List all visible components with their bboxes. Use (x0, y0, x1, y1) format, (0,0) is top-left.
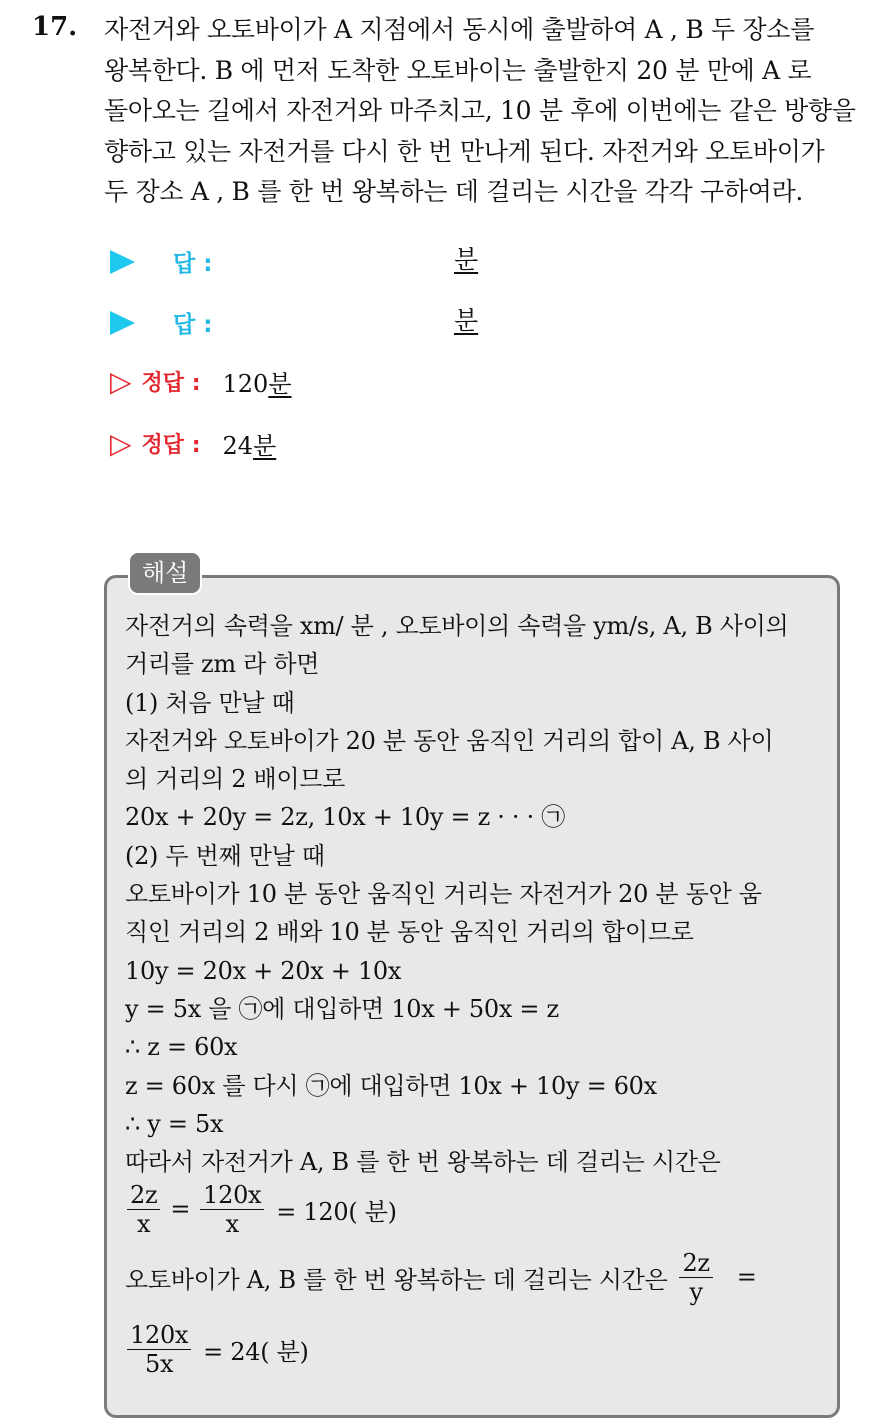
solution-tag: 해설 (128, 551, 202, 595)
solution-line: (1) 처음 만날 때 (125, 688, 295, 717)
solution-line: 20x + 20y = 2z, 10x + 10y = z · · · ㉠ (125, 803, 565, 832)
question-line: 자전거와 오토바이가 A 지점에서 동시에 출발하여 A , B 두 장소를 (104, 15, 815, 44)
play-triangle-icon (110, 250, 135, 274)
equation-line: 오토바이가 A, B 를 한 번 왕복하는 데 걸리는 시간은 $\frac{2z}{y}$ = (125, 1248, 757, 1306)
play-triangle-icon (110, 311, 135, 335)
solution-line: 거리를 zm 라 하면 (125, 650, 320, 679)
solution-line: ∴ y = 5x (125, 1109, 224, 1138)
correct-label: 정답 : (141, 371, 201, 396)
equation-line: $\frac{2z}{x}$ = $\frac{120x}{x}$ = 120( 분) (125, 1177, 825, 1241)
solution-line: 직인 거리의 2 배와 10 분 동안 움직인 거리의 합이므로 (125, 918, 694, 947)
answer-row-2 (110, 306, 212, 339)
correct-row-1 (110, 364, 292, 399)
correct-value: 120분 (222, 370, 292, 398)
outline-triangle-icon: ▷ (110, 364, 132, 398)
solution-line: 자전거와 오토바이가 20 분 동안 움직인 거리의 합이 A, B 사이 (125, 726, 774, 755)
solution-line: (2) 두 번째 만날 때 (125, 841, 325, 870)
correct-value: 24분 (222, 432, 277, 460)
question-text (104, 10, 864, 213)
correct-label: 정답 : (141, 433, 201, 458)
solution-line: y = 5x 을 ㉠에 대입하면 10x + 50x = z (125, 994, 559, 1023)
fraction: $\frac{2z}{y}$ (679, 1249, 712, 1306)
outline-triangle-icon: ▷ (110, 426, 132, 460)
solution-line: z = 60x 를 다시 ㉠에 대입하면 10x + 10y = 60x (125, 1071, 657, 1100)
answer-unit[interactable]: 분 (454, 306, 479, 335)
solution-line: 자전거의 속력을 xm/ 분 , 오토바이의 속력을 ym/s, A, B 사이의 (125, 612, 789, 640)
fraction: $\frac{120x}{x}$ (200, 1181, 264, 1238)
question-number: 17. (32, 12, 78, 42)
correct-row-2 (110, 426, 276, 461)
fraction: $\frac{120x}{5x}$ (127, 1321, 191, 1378)
solution-content (125, 607, 825, 1385)
question-line: 돌아오는 길에서 자전거와 마주치고, 10 분 후에 이번에는 같은 방향을 (104, 96, 856, 125)
solution-line: 의 거리의 2 배이므로 (125, 765, 346, 794)
solution-line: ∴ z = 60x (125, 1033, 238, 1062)
solution-line: 10y = 20x + 20x + 10x (125, 956, 402, 985)
solution-line: 따라서 자전거가 A, B 를 한 번 왕복하는 데 걸리는 시간은 (125, 1148, 721, 1177)
solution-line: 오토바이가 10 분 동안 움직인 거리는 자전거가 20 분 동안 움 (125, 880, 762, 909)
question-line: 두 장소 A , B 를 한 번 왕복하는 데 걸리는 시간을 각각 구하여라. (104, 177, 804, 206)
equation-line: $\frac{120x}{5x}$ = 24( 분) (125, 1313, 825, 1385)
answer-unit[interactable]: 분 (454, 245, 479, 274)
fraction: $\frac{2z}{x}$ (127, 1181, 160, 1238)
answer-label: 답 : (173, 312, 213, 338)
question-line: 왕복한다. B 에 먼저 도착한 오토바이는 출발한지 20 분 만에 A 로 (104, 55, 812, 85)
answer-label: 답 : (173, 251, 213, 277)
question-line: 향하고 있는 자전거를 다시 한 번 만나게 된다. 자전거와 오토바이가 (104, 136, 825, 166)
answer-row-1 (110, 245, 212, 278)
